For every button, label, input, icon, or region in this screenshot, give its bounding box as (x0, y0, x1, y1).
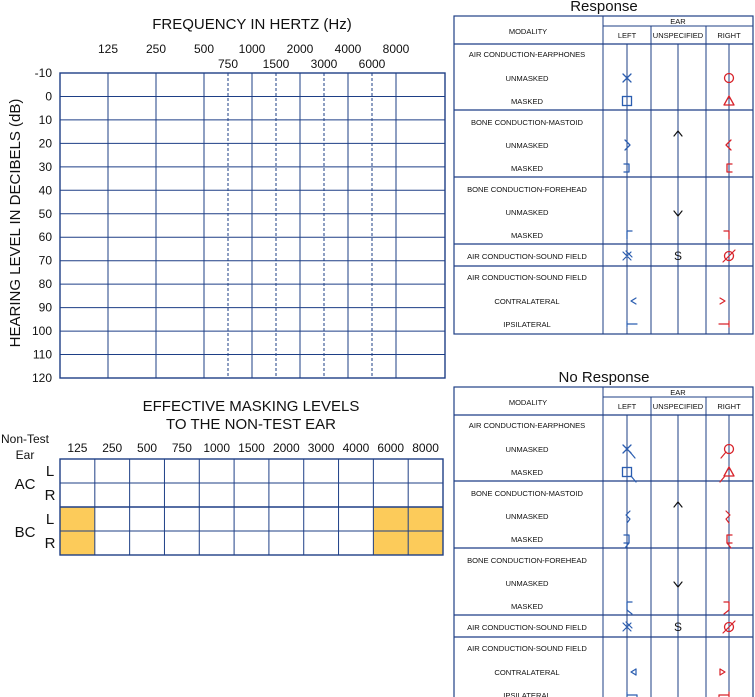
section-air-sound-field: AIR CONDUCTION-SOUND FIELD (467, 644, 587, 653)
ear-header: EAR (670, 17, 686, 26)
hearing-level-label: 40 (38, 183, 52, 198)
response-title: Response (570, 0, 638, 15)
ear-right-header: RIGHT (717, 402, 741, 411)
ear-label-L: L (45, 511, 55, 528)
masking-highlight-cell (408, 531, 443, 555)
section-bone-mastoid: BONE CONDUCTION-MASTOID (470, 118, 584, 127)
frequency-label-4000: 4000 (334, 42, 362, 56)
row-unmasked: UNMASKED (505, 579, 549, 588)
row-unmasked: UNMASKED (505, 445, 549, 454)
row-masked: MASKED (510, 231, 544, 240)
modality-header: MODALITY (508, 27, 548, 36)
no-response-title: No Response (558, 369, 650, 386)
hearing-level-label: 90 (38, 300, 52, 315)
contralateral-left-symbol-icon (631, 298, 636, 304)
bc-label: BC (14, 524, 36, 541)
ac-label: AC (14, 476, 36, 493)
no-response-arrow-icon (724, 610, 729, 614)
section-bone-forehead: BONE CONDUCTION-FOREHEAD (467, 185, 587, 194)
frequency-label-8000: 8000 (382, 42, 410, 56)
ear-label-R: R (44, 535, 56, 552)
frequency-axis-title: FREQUENCY IN HERTZ (Hz) (152, 16, 352, 33)
row-unmasked: UNMASKED (505, 512, 549, 521)
no-response-legend (454, 369, 753, 697)
masking-frequency-label-750: 750 (171, 441, 192, 455)
masking-highlight-cell (373, 531, 408, 555)
row-masked: MASKED (510, 164, 544, 173)
non-test-ear-label: Non-Test (0, 432, 50, 446)
y-axis-title: HEARING LEVEL IN DECIBELS (dB) (7, 98, 24, 348)
row-masked: MASKED (510, 535, 544, 544)
no-response-arrow-icon (721, 452, 726, 458)
masking-title-line1: EFFECTIVE MASKING LEVELS (142, 398, 360, 415)
hearing-level-label: 0 (45, 89, 52, 104)
hearing-level-label: 60 (38, 230, 52, 245)
frequency-label-1000: 1000 (238, 42, 266, 56)
masking-frequency-label-8000: 8000 (412, 441, 439, 455)
section-air-earphones: AIR CONDUCTION-EARPHONES (468, 421, 586, 430)
masking-frequency-label-1500: 1500 (238, 441, 265, 455)
ear-label-R: R (44, 487, 56, 504)
row-ipsilateral: IPSILATERAL (503, 691, 551, 697)
hearing-level-label: 70 (38, 253, 52, 268)
hearing-level-label: 110 (32, 347, 52, 362)
row-unmasked: UNMASKED (505, 141, 549, 150)
ear-right-header: RIGHT (717, 31, 741, 40)
row-unmasked: UNMASKED (505, 74, 549, 83)
ipsilateral-left-symbol-icon (627, 692, 637, 697)
frequency-label-750: 750 (217, 57, 239, 71)
row-ipsilateral: IPSILATERAL (503, 320, 551, 329)
ear-unspecified-header: UNSPECIFIED (652, 402, 704, 411)
ear-label-L: L (45, 463, 55, 480)
frequency-label-125: 125 (97, 42, 119, 56)
masking-frequency-label-125: 125 (67, 441, 88, 455)
ipsilateral-left-symbol-icon (627, 321, 637, 327)
non-test-ear-label: Ear (15, 448, 35, 462)
hearing-level-label: 80 (38, 277, 52, 292)
frequency-label-2000: 2000 (286, 42, 314, 56)
section-bone-forehead: BONE CONDUCTION-FOREHEAD (467, 556, 587, 565)
frequency-label-6000: 6000 (358, 57, 386, 71)
ear-header: EAR (670, 388, 686, 397)
masking-highlight-cell (60, 531, 95, 555)
frequency-label-250: 250 (145, 42, 167, 56)
row-masked: MASKED (510, 468, 544, 477)
frequency-label-1500: 1500 (262, 57, 290, 71)
hearing-level-label: -10 (34, 66, 52, 80)
masking-highlight-cell (60, 507, 95, 531)
ear-left-header: LEFT (617, 31, 637, 40)
response-legend (454, 0, 753, 334)
row-contralateral: CONTRALATERAL (494, 297, 560, 306)
sound-field-s-symbol: S (673, 249, 683, 263)
modality-header: MODALITY (508, 398, 548, 407)
section-bone-mastoid: BONE CONDUCTION-MASTOID (470, 489, 584, 498)
sound-field-s-symbol: S (673, 620, 683, 634)
forehead-right-symbol-icon (724, 602, 729, 610)
row-unmasked: UNMASKED (505, 208, 549, 217)
row-masked: MASKED (510, 602, 544, 611)
masking-frequency-label-250: 250 (102, 441, 123, 455)
section-air-earphones: AIR CONDUCTION-EARPHONES (468, 50, 586, 59)
row-contralateral: CONTRALATERAL (494, 668, 560, 677)
contralateral-left-symbol-icon (631, 669, 636, 675)
masking-frequency-label-500: 500 (137, 441, 158, 455)
section-air-sound-field: AIR CONDUCTION-SOUND FIELD (467, 252, 587, 261)
hearing-level-label: 50 (38, 206, 52, 221)
hearing-level-label: 100 (31, 324, 52, 339)
forehead-left-symbol-icon (627, 602, 632, 610)
masking-frequency-label-2000: 2000 (272, 441, 300, 455)
masking-frequency-label-6000: 6000 (377, 441, 405, 455)
forehead-left-symbol-icon (627, 231, 632, 239)
ipsilateral-right-symbol-icon (719, 321, 729, 327)
frequency-label-3000: 3000 (310, 57, 338, 71)
section-air-sound-field: AIR CONDUCTION-SOUND FIELD (467, 623, 587, 632)
hearing-level-label: 120 (31, 371, 52, 385)
forehead-right-symbol-icon (724, 231, 729, 239)
row-masked: MASKED (510, 97, 544, 106)
masking-frequency-label-3000: 3000 (307, 441, 335, 455)
ipsilateral-right-symbol-icon (719, 692, 729, 697)
masking-highlight-cell (408, 507, 443, 531)
no-response-arrow-icon (630, 452, 635, 458)
contralateral-right-symbol-icon (720, 669, 725, 675)
section-air-sound-field: AIR CONDUCTION-SOUND FIELD (467, 273, 587, 282)
ear-unspecified-header: UNSPECIFIED (652, 31, 704, 40)
masking-highlight-cell (373, 507, 408, 531)
hearing-level-label: 30 (38, 159, 52, 174)
masking-frequency-label-1000: 1000 (203, 441, 231, 455)
masking-title-line2: TO THE NON-TEST EAR (165, 416, 337, 433)
ear-left-header: LEFT (617, 402, 637, 411)
masking-frequency-label-4000: 4000 (342, 441, 370, 455)
no-response-arrow-icon (627, 610, 632, 614)
hearing-level-label: 10 (38, 112, 52, 127)
hearing-level-label: 20 (38, 136, 52, 151)
frequency-label-500: 500 (193, 42, 215, 56)
contralateral-right-symbol-icon (720, 298, 725, 304)
